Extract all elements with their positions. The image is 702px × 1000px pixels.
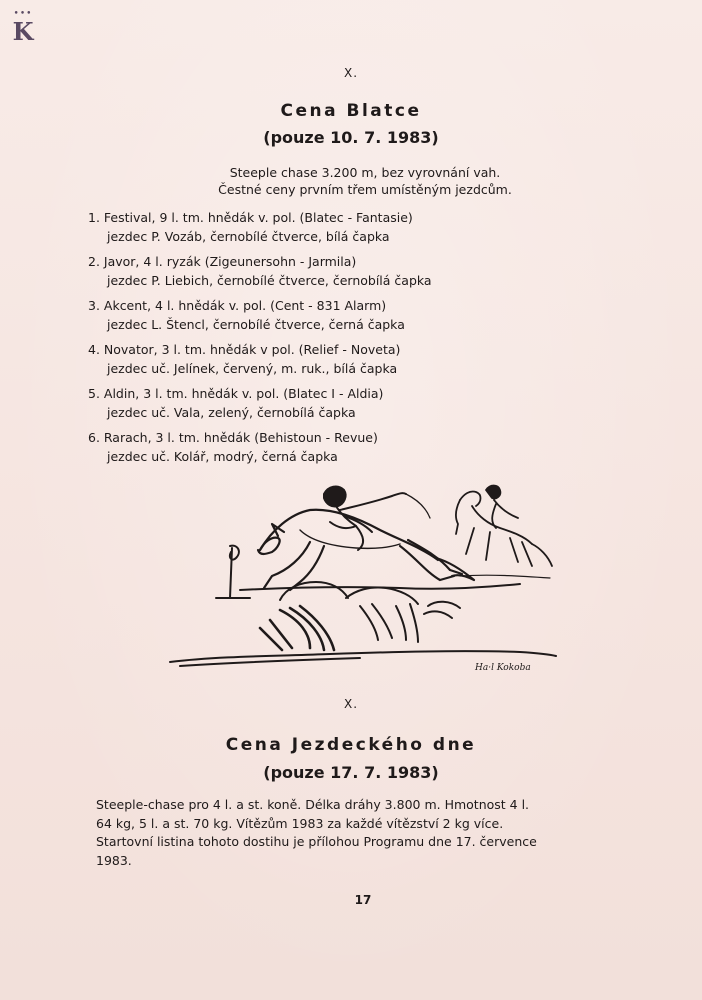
entry-horse: 6. Rarach, 3 l. tm. hnědák (Behistoun - Revue) xyxy=(88,430,378,445)
logo-letter: K xyxy=(12,17,34,46)
entry-rider: jezdec P. Vozáb, černobílé čtverce, bílá čapka xyxy=(107,229,390,244)
section2-paragraph-line: 64 kg, 5 l. a st. 70 kg. Vítězům 1983 za každé vítězství 2 kg více. xyxy=(96,815,504,831)
steeplechase-illustration xyxy=(160,470,560,675)
entry-horse: 3. Akcent, 4 l. hnědák v. pol. (Cent - 831 Alarm) xyxy=(88,298,387,313)
entry-list xyxy=(88,208,608,472)
section2-numeral: X. xyxy=(343,697,359,711)
entry-item xyxy=(88,252,608,290)
entry-item xyxy=(88,428,608,466)
entry-rider: jezdec P. Liebich, černobílé čtverce, černobílá čapka xyxy=(107,273,432,288)
section2-paragraph xyxy=(96,796,632,870)
second-horse xyxy=(456,486,552,567)
entry-rider: jezdec L. Štencl, černobílé čtverce, černá čapka xyxy=(107,317,405,332)
logo-dots: ••• xyxy=(13,9,33,19)
entry-horse: 1. Festival, 9 l. tm. hnědák v. pol. (Blatec - Fantasie) xyxy=(88,210,413,225)
entry-rider: jezdec uč. Jelínek, červený, m. ruk., bílá čapka xyxy=(107,361,398,376)
artist-signature: Ha·l Kokoba xyxy=(475,663,531,673)
section1-desc-line: Čestné ceny prvním třem umístěným jezdcům. xyxy=(218,182,512,197)
page-number: 17 xyxy=(354,893,372,907)
entry-horse: 2. Javor, 4 l. ryzák (Zigeunersohn - Jarmila) xyxy=(88,254,357,269)
entry-horse: 5. Aldin, 3 l. tm. hnědák v. pol. (Blatec I - Aldia) xyxy=(88,386,384,401)
entry-item xyxy=(88,208,608,246)
hurdle xyxy=(240,582,520,650)
section1-description xyxy=(14,164,702,198)
entry-item xyxy=(88,296,608,334)
section2-paragraph-line: Startovní listina tohoto dostihu je přílohou Programu dne 17. července xyxy=(96,834,537,849)
section1-subtitle: (pouze 10. 7. 1983) xyxy=(263,128,439,147)
section1-numeral: X. xyxy=(343,66,359,80)
section2-paragraph-line: Steeple-chase pro 4 l. a st. koně. Délka dráhy 3.800 m. Hmotnost 4 l. xyxy=(96,797,530,812)
section1-title: Cena Blatce xyxy=(280,101,422,121)
entry-item xyxy=(88,340,608,378)
entry-rider: jezdec uč. Vala, zelený, černobílá čapka xyxy=(107,405,356,420)
section2-paragraph-line: 1983. xyxy=(96,852,132,868)
leading-rider xyxy=(324,487,430,550)
leading-horse xyxy=(258,510,474,590)
entry-item xyxy=(88,384,608,422)
section1-desc-line: Steeple chase 3.200 m, bez vyrovnání vah. xyxy=(229,165,501,180)
logo-icon xyxy=(10,10,36,48)
entry-horse: 4. Novator, 3 l. tm. hnědák v pol. (Relief - Noveta) xyxy=(88,342,401,357)
section2-title: Cena Jezdeckého dne xyxy=(225,735,477,755)
entry-rider: jezdec uč. Kolář, modrý, černá čapka xyxy=(107,449,338,464)
section2-subtitle: (pouze 17. 7. 1983) xyxy=(263,763,439,782)
